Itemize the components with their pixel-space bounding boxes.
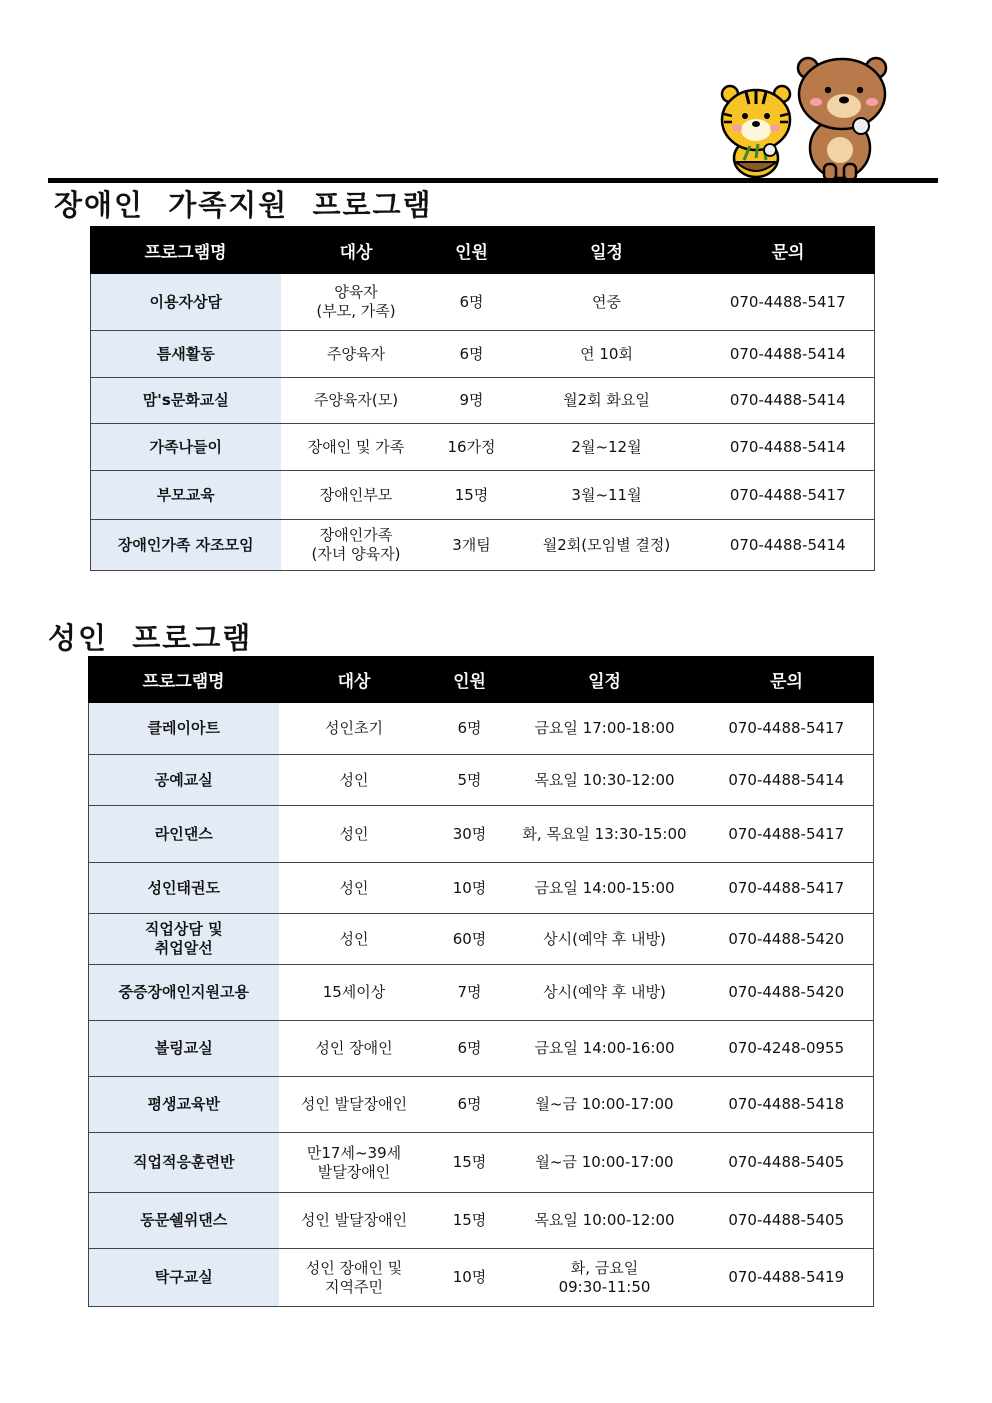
program-name: 라인댄스: [89, 806, 279, 863]
program-capacity: 9명: [432, 378, 512, 424]
adult-program-table: [88, 656, 874, 1307]
program-contact: 070-4488-5414: [702, 424, 875, 471]
program-schedule: 3월~11월: [512, 471, 702, 520]
family-program-table: [90, 226, 875, 571]
program-capacity: 6명: [430, 703, 510, 755]
program-schedule: 월2회(모임별 결정): [512, 520, 702, 571]
adult-section-title: 성인 프로그램: [48, 621, 253, 655]
program-name: 성인태권도: [89, 863, 279, 914]
program-capacity: 15명: [432, 471, 512, 520]
table-row: [91, 378, 875, 424]
program-capacity: 15명: [430, 1133, 510, 1193]
program-schedule: 월2회 화요일: [512, 378, 702, 424]
table-row: [89, 1077, 874, 1133]
program-target: 주양육자: [281, 331, 432, 378]
program-target: 주양육자(모): [281, 378, 432, 424]
program-capacity: 6명: [430, 1021, 510, 1077]
header-capacity: 인원: [432, 227, 512, 274]
header-contact: 문의: [702, 227, 875, 274]
program-target: 장애인 및 가족: [281, 424, 432, 471]
program-schedule: 금요일 14:00-16:00: [510, 1021, 700, 1077]
program-schedule: 상시(예약 후 내방): [510, 914, 700, 965]
program-contact: 070-4488-5420: [700, 965, 874, 1021]
program-name: 이용자상담: [91, 274, 281, 331]
table-row: [89, 1249, 874, 1307]
program-capacity: 3개팀: [432, 520, 512, 571]
program-capacity: 10명: [430, 1249, 510, 1307]
program-contact: 070-4488-5420: [700, 914, 874, 965]
program-capacity: 16가정: [432, 424, 512, 471]
program-name: 장애인가족 자조모임: [91, 520, 281, 571]
program-target: 만17세~39세 발달장애인: [279, 1133, 430, 1193]
program-target: 성인: [279, 755, 430, 806]
program-schedule: 화, 금요일 09:30-11:50: [510, 1249, 700, 1307]
header-contact: 문의: [700, 657, 874, 703]
header-target: 대상: [279, 657, 430, 703]
program-contact: 070-4488-5417: [702, 274, 875, 331]
program-schedule: 상시(예약 후 내방): [510, 965, 700, 1021]
program-name: 볼링교실: [89, 1021, 279, 1077]
program-target: 성인: [279, 914, 430, 965]
program-name: 공예교실: [89, 755, 279, 806]
program-target: 장애인가족 (자녀 양육자): [281, 520, 432, 571]
header-program-name: 프로그램명: [91, 227, 281, 274]
table-row: [89, 1021, 874, 1077]
mascot-illustration: [716, 54, 896, 182]
table-row: [91, 471, 875, 520]
table-row: [89, 1133, 874, 1193]
table-row: [89, 863, 874, 914]
program-contact: 070-4488-5414: [702, 331, 875, 378]
program-target: 성인 발달장애인: [279, 1193, 430, 1249]
table-header-row: [91, 227, 875, 274]
program-capacity: 60명: [430, 914, 510, 965]
program-name: 맘's문화교실: [91, 378, 281, 424]
program-capacity: 6명: [430, 1077, 510, 1133]
program-capacity: 6명: [432, 331, 512, 378]
table-row: [89, 703, 874, 755]
bear-mascot: [798, 58, 886, 180]
program-contact: 070-4488-5417: [700, 703, 874, 755]
program-target: 장애인부모: [281, 471, 432, 520]
program-contact: 070-4248-0955: [700, 1021, 874, 1077]
table-row: [89, 806, 874, 863]
program-target: 양육자 (부모, 가족): [281, 274, 432, 331]
program-schedule: 화, 목요일 13:30-15:00: [510, 806, 700, 863]
table-row: [91, 274, 875, 331]
program-capacity: 7명: [430, 965, 510, 1021]
program-schedule: 금요일 17:00-18:00: [510, 703, 700, 755]
program-schedule: 2월~12월: [512, 424, 702, 471]
program-name: 가족나들이: [91, 424, 281, 471]
program-name: 중증장애인지원고용: [89, 965, 279, 1021]
header-program-name: 프로그램명: [89, 657, 279, 703]
program-target: 15세이상: [279, 965, 430, 1021]
program-name: 부모교육: [91, 471, 281, 520]
program-contact: 070-4488-5414: [702, 520, 875, 571]
program-schedule: 월~금 10:00-17:00: [510, 1077, 700, 1133]
header-schedule: 일정: [512, 227, 702, 274]
program-schedule: 목요일 10:30-12:00: [510, 755, 700, 806]
table-row: [91, 331, 875, 378]
program-name: 평생교육반: [89, 1077, 279, 1133]
program-capacity: 15명: [430, 1193, 510, 1249]
table-row: [89, 965, 874, 1021]
header-target: 대상: [281, 227, 432, 274]
header-schedule: 일정: [510, 657, 700, 703]
program-contact: 070-4488-5405: [700, 1133, 874, 1193]
program-name: 직업상담 및 취업알선: [89, 914, 279, 965]
program-schedule: 목요일 10:00-12:00: [510, 1193, 700, 1249]
program-capacity: 10명: [430, 863, 510, 914]
program-contact: 070-4488-5414: [700, 755, 874, 806]
tiger-mascot: [722, 86, 790, 177]
program-target: 성인: [279, 863, 430, 914]
program-target: 성인: [279, 806, 430, 863]
program-name: 탁구교실: [89, 1249, 279, 1307]
program-capacity: 6명: [432, 274, 512, 331]
program-schedule: 연 10회: [512, 331, 702, 378]
program-schedule: 연중: [512, 274, 702, 331]
table-row: [89, 914, 874, 965]
program-target: 성인초기: [279, 703, 430, 755]
program-contact: 070-4488-5417: [700, 806, 874, 863]
table-row: [89, 755, 874, 806]
table-row: [91, 520, 875, 571]
header-capacity: 인원: [430, 657, 510, 703]
table-row: [91, 424, 875, 471]
program-contact: 070-4488-5418: [700, 1077, 874, 1133]
program-name: 틈새활동: [91, 331, 281, 378]
program-contact: 070-4488-5414: [702, 378, 875, 424]
family-section-title: 장애인 가족지원 프로그램: [54, 188, 433, 222]
program-name: 클레이아트: [89, 703, 279, 755]
program-target: 성인 장애인 및 지역주민: [279, 1249, 430, 1307]
program-schedule: 금요일 14:00-15:00: [510, 863, 700, 914]
program-contact: 070-4488-5405: [700, 1193, 874, 1249]
program-contact: 070-4488-5417: [702, 471, 875, 520]
program-target: 성인 발달장애인: [279, 1077, 430, 1133]
table-row: [89, 1193, 874, 1249]
program-contact: 070-4488-5417: [700, 863, 874, 914]
table-header-row: [89, 657, 874, 703]
program-name: 직업적응훈련반: [89, 1133, 279, 1193]
program-contact: 070-4488-5419: [700, 1249, 874, 1307]
program-capacity: 30명: [430, 806, 510, 863]
program-target: 성인 장애인: [279, 1021, 430, 1077]
program-capacity: 5명: [430, 755, 510, 806]
program-name: 동문쉘위댄스: [89, 1193, 279, 1249]
program-schedule: 월~금 10:00-17:00: [510, 1133, 700, 1193]
